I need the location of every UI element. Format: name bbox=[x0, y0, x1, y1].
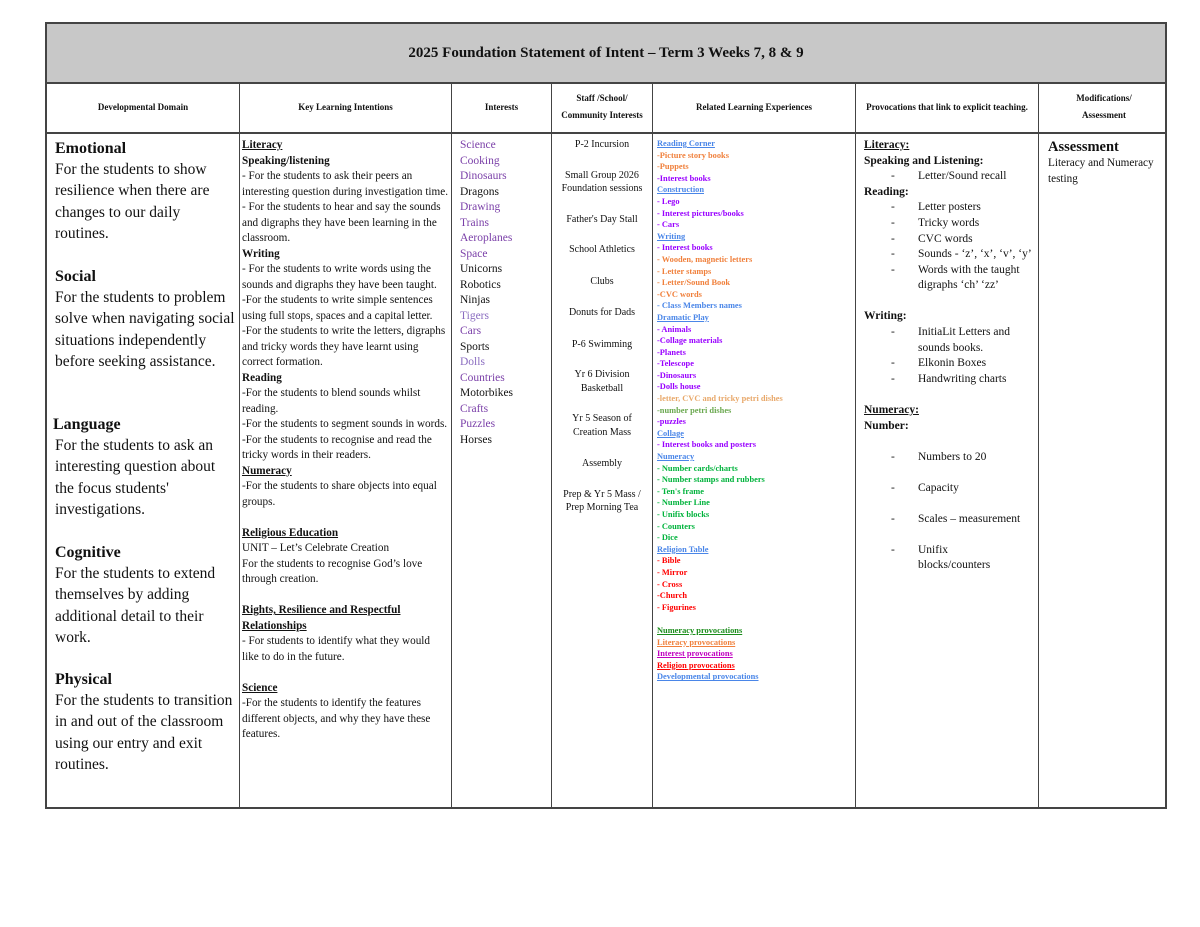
related-item: -Puppets bbox=[657, 162, 689, 172]
prov-item: - Elkonin Boxes bbox=[891, 357, 987, 370]
related-heading: Numeracy provocations bbox=[657, 625, 743, 635]
header-interests: Interests bbox=[484, 101, 519, 112]
related-item: -letter, CVC and tricky petri dishes bbox=[657, 394, 783, 404]
prov-item: - Letter posters bbox=[891, 201, 981, 214]
related-item: - Class Members names bbox=[657, 301, 742, 311]
kli-item: -For the students to blend sounds whilst reading. bbox=[242, 387, 421, 415]
interest-item: Cars bbox=[460, 325, 482, 337]
domain-heading: Emotional bbox=[55, 140, 127, 157]
related-item: - Letter stamps bbox=[657, 266, 712, 276]
related-item: - Dice bbox=[657, 533, 678, 543]
related-item: - Animals bbox=[657, 324, 692, 334]
table-body-row bbox=[47, 132, 1165, 807]
related-item: - Counters bbox=[657, 521, 695, 531]
kli-reading-heading: Reading bbox=[242, 371, 282, 384]
interest-item: Countries bbox=[460, 371, 505, 384]
related-heading: Religion provocations bbox=[657, 660, 735, 670]
kli-re-heading: Religious Education bbox=[242, 526, 339, 539]
assessment-text: Literacy and Numeracy testing bbox=[1048, 157, 1154, 185]
staff-item: Donuts for Dads bbox=[568, 307, 636, 318]
prov-item: - Capacity bbox=[891, 481, 959, 494]
related-heading: Interest provocations bbox=[657, 649, 733, 659]
header-staff-school-community: Staff /School/ Community Interests bbox=[561, 93, 643, 120]
domain-heading: Cognitive bbox=[55, 544, 121, 561]
related-item: - Bible bbox=[657, 556, 681, 566]
staff-interests-cell bbox=[552, 132, 653, 807]
kli-item: - For the students to write words using the sounds and digraphs they have been taught. bbox=[242, 263, 437, 291]
kli-speaking-heading: Speaking/listening bbox=[242, 154, 330, 167]
prov-writing-heading: Writing: bbox=[864, 310, 907, 323]
interest-item: Aeroplanes bbox=[460, 232, 513, 244]
related-item: - Number stamps and rubbers bbox=[657, 475, 765, 485]
prov-reading-heading: Reading: bbox=[864, 185, 909, 198]
prov-item: - Words with the taught digraphs ‘ch’ ‘zz’ bbox=[891, 263, 1020, 292]
domain-cognitive bbox=[55, 542, 235, 648]
prov-item: - Sounds - ‘z’, ‘x’, ‘v’, ‘y’ bbox=[891, 248, 1032, 261]
related-heading: Developmental provocations bbox=[657, 672, 759, 682]
related-item: -CVC words bbox=[657, 289, 702, 299]
domain-text: For the students to ask an interesting question about the focus students' investigations. bbox=[55, 437, 216, 518]
domain-social bbox=[55, 266, 235, 372]
interest-item: Unicorns bbox=[460, 263, 503, 275]
related-item: - Ten's frame bbox=[657, 486, 704, 496]
related-item: - Cars bbox=[657, 220, 680, 230]
kli-item: - For students to identify what they would like to do in the future. bbox=[242, 635, 430, 663]
related-heading: Writing bbox=[657, 231, 686, 241]
page-title: 2025 Foundation Statement of Intent – Term 3 Weeks 7, 8 & 9 bbox=[47, 24, 1165, 84]
related-learning-list bbox=[657, 138, 855, 683]
interest-item: Horses bbox=[460, 433, 492, 446]
interest-item: Space bbox=[460, 247, 488, 260]
interest-item: Cooking bbox=[460, 154, 500, 167]
related-heading: Dramatic Play bbox=[657, 312, 709, 322]
related-item: -puzzles bbox=[657, 417, 686, 427]
prov-item: - Numbers to 20 bbox=[891, 450, 987, 463]
related-item: - Letter/Sound Book bbox=[657, 278, 731, 288]
interest-item: Dolls bbox=[460, 356, 485, 368]
interest-item: Dragons bbox=[460, 185, 499, 198]
related-item: - Cross bbox=[657, 579, 683, 589]
interest-item: Sports bbox=[460, 340, 490, 353]
kli-science-heading: Science bbox=[242, 681, 278, 694]
related-heading: Numeracy bbox=[657, 452, 695, 462]
staff-item: Yr 6 Division Basketball bbox=[574, 369, 630, 394]
key-learning-intentions-cell bbox=[240, 132, 452, 807]
domain-heading: Social bbox=[55, 268, 96, 285]
staff-item: Assembly bbox=[582, 458, 622, 469]
header-provocations: Provocations that link to explicit teaching. bbox=[866, 101, 1028, 112]
staff-item: P-6 Swimming bbox=[571, 338, 633, 350]
interests-list bbox=[460, 138, 513, 448]
interest-item: Motorbikes bbox=[460, 387, 514, 399]
related-heading: Reading Corner bbox=[657, 139, 715, 148]
staff-item: School Athletics bbox=[569, 244, 635, 255]
kli-item: -For the students to write the letters, digraphs and tricky words they have learnt using correct formation. bbox=[242, 325, 446, 368]
assessment-heading: Assessment bbox=[1048, 139, 1119, 155]
header-modifications-assessment: Modifications/ Assessment bbox=[1076, 93, 1132, 120]
prov-numeracy-heading: Numeracy: bbox=[864, 403, 919, 416]
domain-text: For the students to extend themselves by adding additional detail to their work. bbox=[55, 565, 216, 646]
related-heading: Literacy provocations bbox=[657, 637, 736, 647]
header-key-learning-intentions: Key Learning Intentions bbox=[298, 101, 393, 112]
related-item: - Lego bbox=[657, 196, 680, 206]
prov-item: - Handwriting charts bbox=[891, 372, 1007, 385]
domain-emotional bbox=[55, 138, 235, 244]
staff-item: Yr 5 Season of Creation Mass bbox=[572, 413, 632, 438]
kli-item: UNIT – Let’s Celebrate Creation bbox=[242, 542, 390, 554]
developmental-domain-cell bbox=[47, 132, 240, 807]
kli-item: For the students to recognise God’s love through creation. bbox=[242, 557, 423, 585]
related-item: -number petri dishes bbox=[657, 405, 732, 415]
related-item: -Church bbox=[657, 591, 688, 601]
interest-item: Ninjas bbox=[460, 294, 491, 306]
related-heading: Collage bbox=[657, 428, 684, 438]
header-related-learning-experiences: Related Learning Experiences bbox=[696, 101, 812, 112]
prov-number-heading: Number: bbox=[864, 419, 909, 432]
kli-item: -For the students to share objects into equal groups. bbox=[242, 480, 437, 508]
domain-heading: Physical bbox=[55, 671, 112, 688]
kli-item: - For the students to ask their peers an interesting question during investigation time. bbox=[242, 170, 449, 198]
domain-text: For the students to transition in and out of the classroom using our entry and exit routines. bbox=[55, 692, 233, 773]
related-item: -Telescope bbox=[657, 359, 694, 369]
related-item: - Number cards/charts bbox=[657, 463, 738, 473]
interest-item: Tigers bbox=[460, 309, 489, 322]
provocations-cell bbox=[856, 132, 1039, 807]
related-item: -Dinosaurs bbox=[657, 370, 697, 380]
interest-item: Trains bbox=[460, 216, 489, 229]
related-item: - Mirror bbox=[657, 567, 688, 577]
header-developmental-domain: Developmental Domain bbox=[97, 101, 189, 112]
related-item: - Figurines bbox=[657, 602, 696, 612]
kli-item: -For the students to write simple sentences using full stops, spaces and a capital letter. bbox=[242, 294, 433, 322]
prov-item: - Scales – measurement bbox=[891, 512, 1021, 525]
prov-item: - Tricky words bbox=[891, 216, 980, 229]
kli-item: - For the students to hear and say the sounds and digraphs they have been learning in the classroom. bbox=[242, 201, 441, 244]
related-item: -Picture story books bbox=[657, 150, 729, 160]
related-item: -Interest books bbox=[657, 173, 711, 183]
prov-item: - Unifix blocks/counters bbox=[891, 543, 991, 572]
kli-writing-heading: Writing bbox=[242, 247, 280, 260]
related-heading: Construction bbox=[657, 185, 704, 195]
related-item: - Interest books and posters bbox=[657, 440, 756, 450]
related-item: - Wooden, magnetic letters bbox=[657, 254, 753, 264]
interest-item: Robotics bbox=[460, 278, 501, 291]
interests-cell bbox=[452, 132, 552, 807]
table-header-row bbox=[47, 82, 1165, 134]
related-learning-cell bbox=[653, 132, 856, 807]
interest-item: Crafts bbox=[460, 402, 489, 415]
kli-item: -For the students to recognise and read the tricky words in their readers. bbox=[242, 433, 432, 461]
kli-item: -For the students to segment sounds in words. bbox=[242, 418, 448, 430]
kli-item: -For the students to identify the features different objects, and why they have these features. bbox=[242, 697, 431, 740]
domain-physical bbox=[55, 669, 235, 775]
kli-literacy-heading: Literacy bbox=[242, 139, 283, 151]
interest-item: Dinosaurs bbox=[460, 170, 507, 182]
related-item: - Interest pictures/books bbox=[657, 208, 744, 218]
staff-item: Small Group 2026 Foundation sessions bbox=[561, 169, 643, 194]
domain-heading: Language bbox=[53, 416, 121, 433]
domain-text: For the students to show resilience when there are changes to our daily routines. bbox=[55, 161, 210, 242]
interest-item: Science bbox=[460, 139, 496, 151]
prov-item: - Letter/Sound recall bbox=[891, 170, 1007, 183]
interest-item: Drawing bbox=[460, 201, 501, 213]
related-item: - Number Line bbox=[657, 498, 710, 508]
prov-item: - InitiaLit Letters and sounds books. bbox=[891, 326, 1010, 354]
staff-item: Prep & Yr 5 Mass / Prep Morning Tea bbox=[563, 488, 641, 513]
kli-rr-heading: Rights, Resilience and Respectful Relationships bbox=[242, 604, 401, 632]
domain-language bbox=[53, 414, 233, 520]
prov-speaking-heading: Speaking and Listening: bbox=[864, 154, 984, 167]
related-item: -Planets bbox=[657, 347, 686, 357]
related-heading: Religion Table bbox=[657, 544, 709, 554]
staff-item: Father's Day Stall bbox=[566, 213, 638, 225]
related-item: - Interest books bbox=[657, 243, 713, 253]
domain-text: For the students to problem solve when navigating social situations independently before seeking assistance. bbox=[55, 289, 235, 370]
interest-item: Puzzles bbox=[460, 418, 496, 430]
prov-item: - CVC words bbox=[891, 232, 973, 245]
related-item: - Unifix blocks bbox=[657, 510, 710, 519]
statement-of-intent-table bbox=[45, 22, 1167, 809]
related-item: -Collage materials bbox=[657, 336, 723, 346]
staff-item: Clubs bbox=[590, 275, 614, 287]
kli-numeracy-heading: Numeracy bbox=[242, 464, 292, 477]
related-item bbox=[657, 613, 855, 625]
prov-literacy-heading: Literacy: bbox=[864, 139, 910, 151]
related-item: -Dolls house bbox=[657, 382, 701, 392]
modifications-cell bbox=[1039, 132, 1169, 807]
staff-item: P-2 Incursion bbox=[574, 139, 630, 150]
